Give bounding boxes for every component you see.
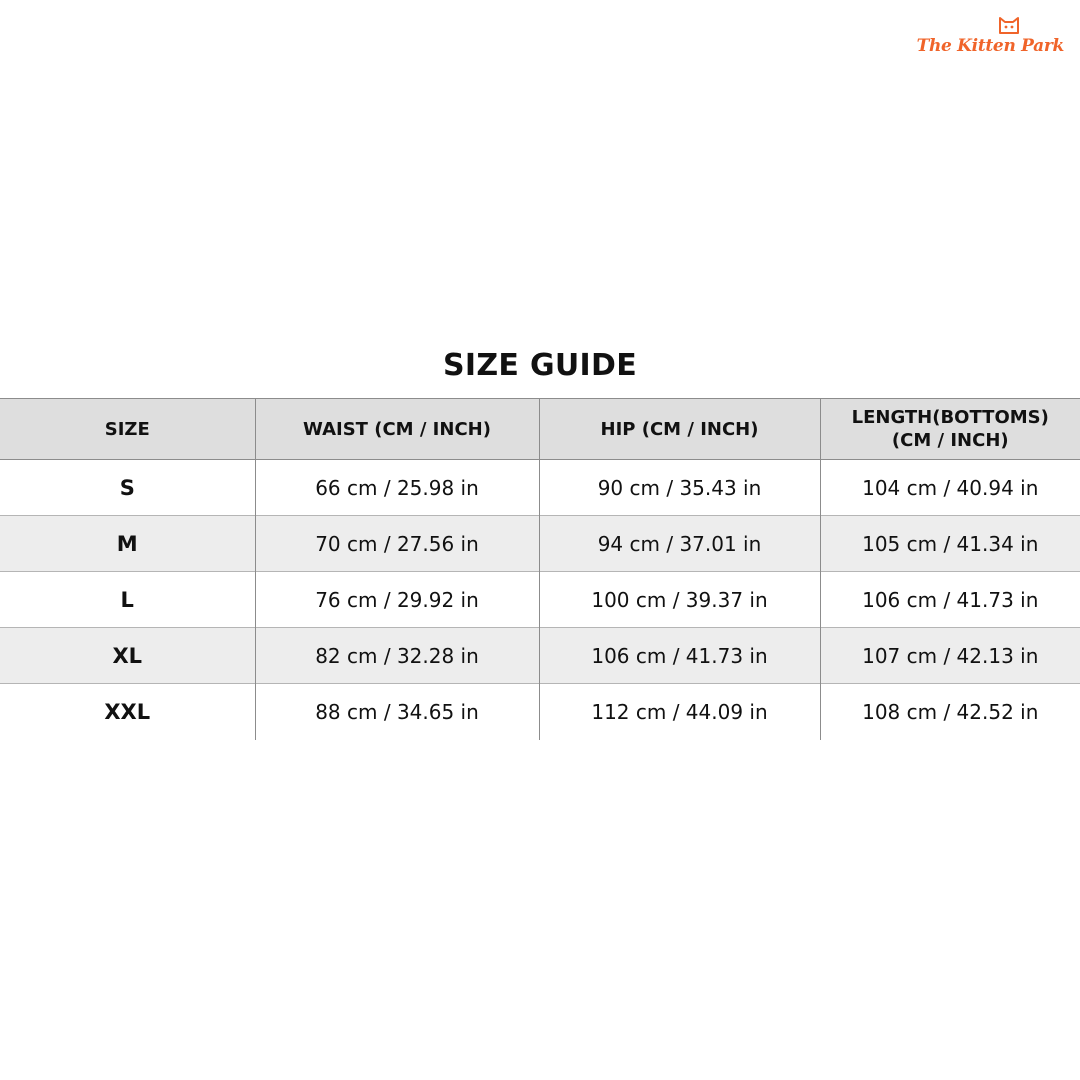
waist-cell: 88 cm / 34.65 in bbox=[255, 684, 539, 740]
table-row bbox=[0, 516, 1080, 572]
cat-face-icon bbox=[996, 14, 1022, 34]
length-cell: 104 cm / 40.94 in bbox=[820, 460, 1080, 516]
waist-cell: 66 cm / 25.98 in bbox=[255, 460, 539, 516]
column-header-waist: WAIST (CM / INCH) bbox=[255, 399, 539, 460]
table-row bbox=[0, 460, 1080, 516]
length-cell: 105 cm / 41.34 in bbox=[820, 516, 1080, 572]
size-guide-table bbox=[0, 398, 1080, 740]
table-row bbox=[0, 684, 1080, 740]
waist-cell: 70 cm / 27.56 in bbox=[255, 516, 539, 572]
hip-cell: 106 cm / 41.73 in bbox=[539, 628, 820, 684]
length-cell: 107 cm / 42.13 in bbox=[820, 628, 1080, 684]
waist-cell: 82 cm / 32.28 in bbox=[255, 628, 539, 684]
size-cell: S bbox=[119, 475, 135, 500]
size-cell: M bbox=[116, 531, 138, 556]
hip-cell: 94 cm / 37.01 in bbox=[539, 516, 820, 572]
table-row bbox=[0, 628, 1080, 684]
size-cell: XXL bbox=[104, 699, 151, 724]
length-cell: 106 cm / 41.73 in bbox=[820, 572, 1080, 628]
waist-cell: 76 cm / 29.92 in bbox=[255, 572, 539, 628]
column-header-size: SIZE bbox=[0, 399, 255, 460]
size-cell: L bbox=[120, 587, 134, 612]
hip-cell: 100 cm / 39.37 in bbox=[539, 572, 820, 628]
hip-cell: 112 cm / 44.09 in bbox=[539, 684, 820, 740]
hip-cell: 90 cm / 35.43 in bbox=[539, 460, 820, 516]
brand-logo-text: The Kitten Park bbox=[916, 36, 1064, 56]
column-header-length: LENGTH(BOTTOMS) (CM / INCH) bbox=[820, 399, 1080, 460]
page-title: SIZE GUIDE bbox=[442, 348, 637, 383]
length-cell: 108 cm / 42.52 in bbox=[820, 684, 1080, 740]
column-header-hip: HIP (CM / INCH) bbox=[539, 399, 820, 460]
table-header-row bbox=[0, 399, 1080, 460]
brand-logo bbox=[916, 14, 1064, 66]
table-row bbox=[0, 572, 1080, 628]
size-cell: XL bbox=[112, 643, 143, 668]
